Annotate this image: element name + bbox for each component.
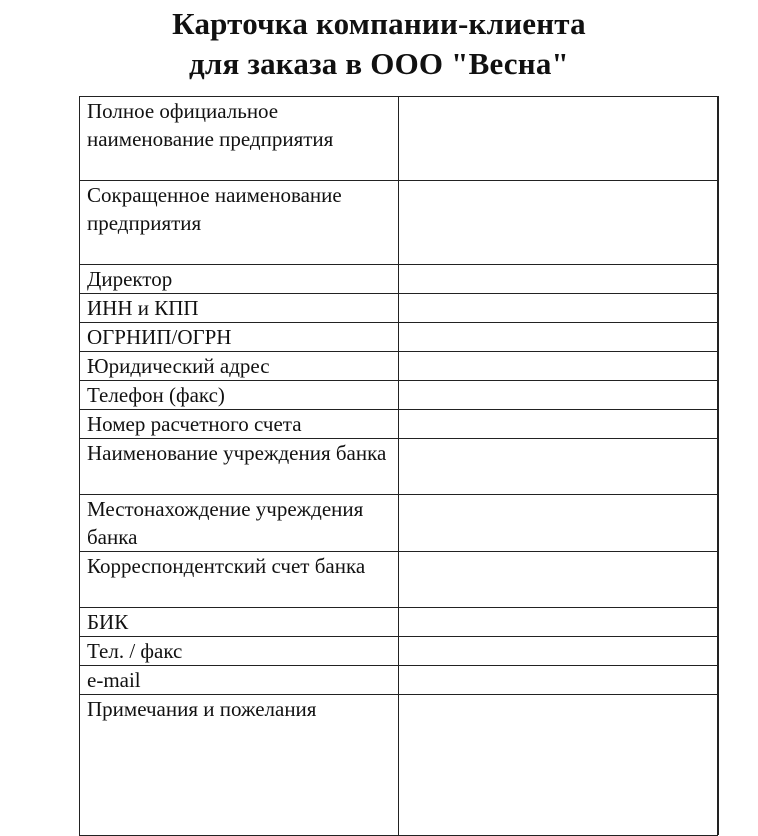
field-label-bank-location: Местонахождение учреждения банка [80, 495, 399, 552]
title-line-1: Карточка компании-клиента [172, 6, 586, 41]
field-value-bank-name[interactable] [399, 439, 719, 495]
field-label-bik: БИК [80, 608, 399, 637]
field-label-director: Директор [80, 265, 399, 294]
field-label-correspondent-account: Корреспондентский счет банка [80, 552, 399, 608]
field-value-inn-kpp[interactable] [399, 294, 719, 323]
field-value-email[interactable] [399, 666, 719, 695]
field-label-full-name: Полное официальное наименование предприятия [80, 97, 399, 181]
table-row [80, 666, 719, 695]
field-value-notes[interactable] [399, 695, 719, 835]
table-row [80, 97, 719, 181]
table-row [80, 352, 719, 381]
field-value-bank-phone-fax[interactable] [399, 637, 719, 666]
field-label-bank-phone-fax: Тел. / факс [80, 637, 399, 666]
table-row [80, 608, 719, 637]
field-value-director[interactable] [399, 265, 719, 294]
field-label-ogrn: ОГРНИП/ОГРН [80, 323, 399, 352]
field-label-account-number: Номер расчетного счета [80, 410, 399, 439]
field-label-notes: Примечания и пожелания [80, 695, 399, 835]
table-row [80, 439, 719, 495]
field-label-legal-address: Юридический адрес [80, 352, 399, 381]
field-label-email: e-mail [80, 666, 399, 695]
table-row [80, 410, 719, 439]
company-card-table [79, 96, 719, 835]
field-label-inn-kpp: ИНН и КПП [80, 294, 399, 323]
field-value-account-number[interactable] [399, 410, 719, 439]
table-row [80, 495, 719, 552]
field-label-short-name: Сокращенное наименование предприятия [80, 181, 399, 265]
field-value-full-name[interactable] [399, 97, 719, 181]
table-row [80, 294, 719, 323]
table-row [80, 323, 719, 352]
table-row [80, 637, 719, 666]
field-value-bik[interactable] [399, 608, 719, 637]
field-value-legal-address[interactable] [399, 352, 719, 381]
field-value-ogrn[interactable] [399, 323, 719, 352]
field-value-correspondent-account[interactable] [399, 552, 719, 608]
field-value-short-name[interactable] [399, 181, 719, 265]
title-line-2: для заказа в ООО "Весна" [189, 46, 569, 81]
table-row [80, 381, 719, 410]
field-value-bank-location[interactable] [399, 495, 719, 552]
field-value-phone-fax[interactable] [399, 381, 719, 410]
table-row [80, 265, 719, 294]
document-title [0, 4, 758, 84]
table-row [80, 695, 719, 835]
field-label-phone-fax: Телефон (факс) [80, 381, 399, 410]
field-label-bank-name: Наименование учреждения банка [80, 439, 399, 495]
table-row [80, 181, 719, 265]
table-row [80, 552, 719, 608]
